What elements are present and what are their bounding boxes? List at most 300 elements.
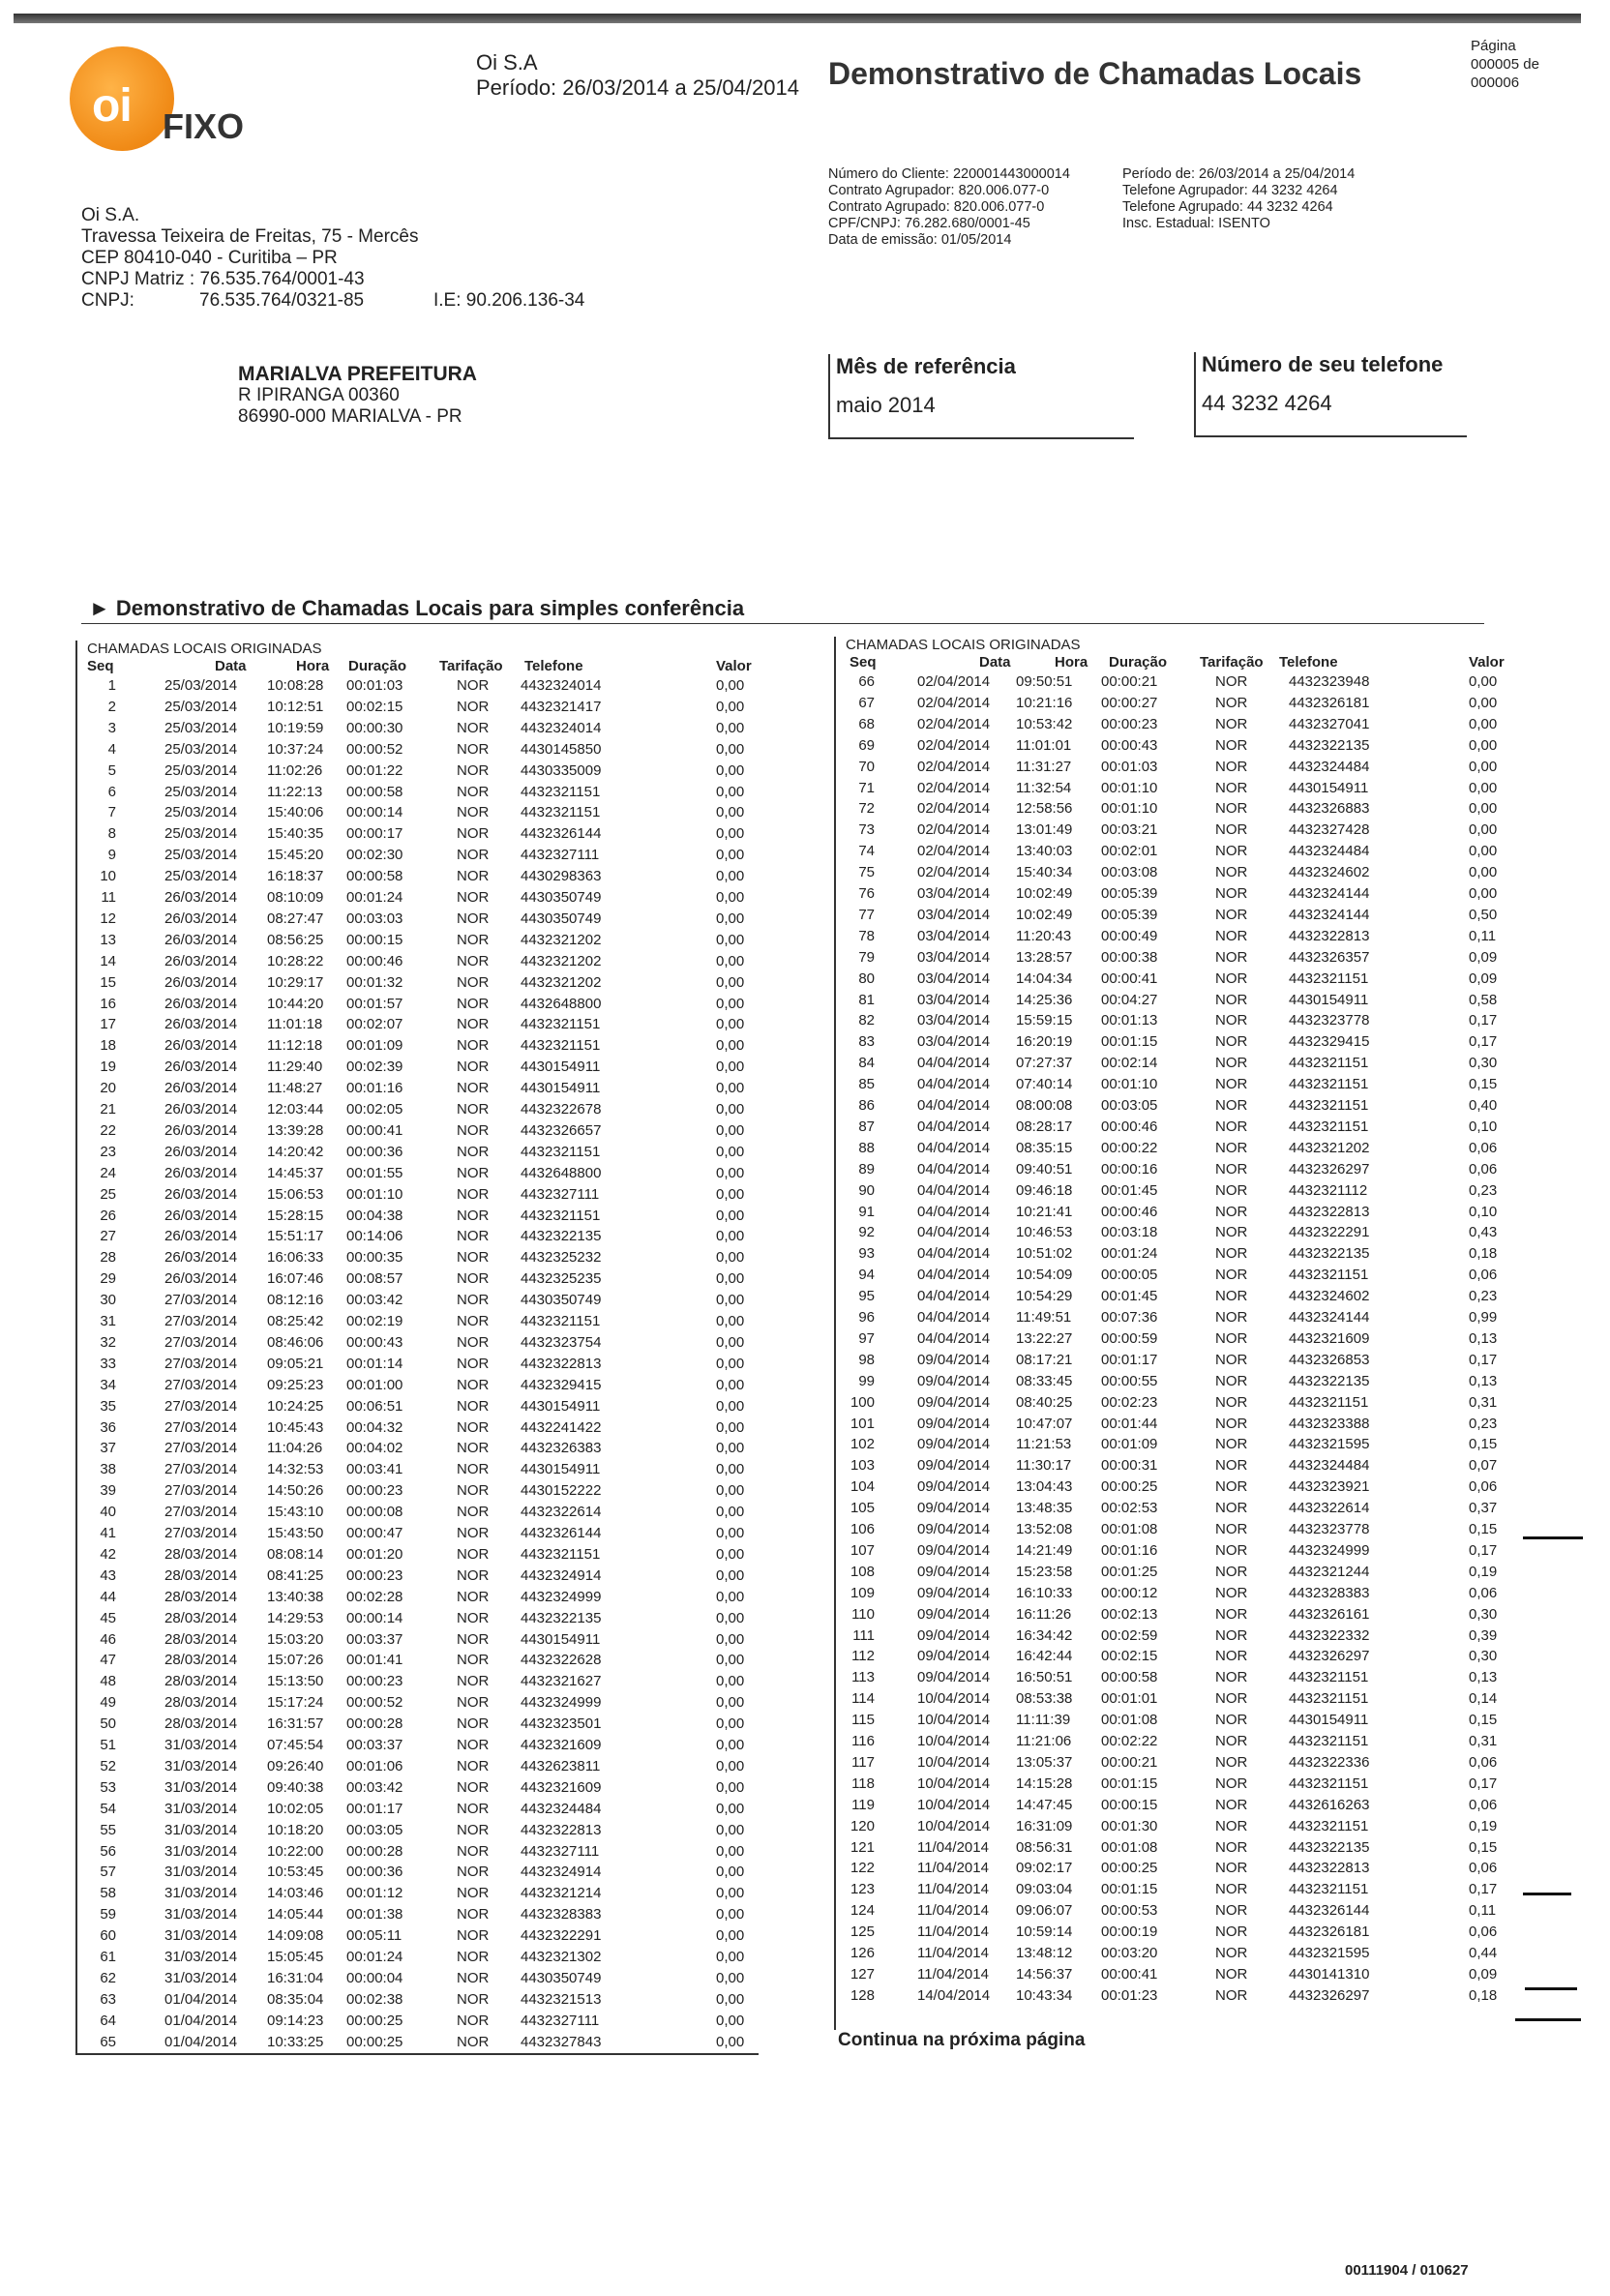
cell-valor: 0,00	[716, 1566, 745, 1584]
cell-data: 02/04/2014	[917, 736, 991, 754]
cell-seq: 31	[100, 1313, 116, 1329]
cell-duracao: 00:00:27	[1101, 694, 1158, 711]
cell-seq: 72	[858, 800, 875, 818]
cell-telefone: 4432648800	[521, 1164, 602, 1181]
cell-valor: 0,00	[716, 1397, 745, 1415]
cell-seq: 5	[107, 761, 116, 779]
cell-hora: 09:02:17	[1016, 1860, 1073, 1877]
cell-duracao: 00:00:41	[346, 1121, 403, 1139]
cell-data: 10/04/2014	[917, 1796, 991, 1813]
table-row	[77, 910, 759, 932]
cell-tarifacao: NOR	[1215, 1923, 1248, 1941]
cell-duracao: 00:01:17	[1101, 1351, 1158, 1368]
cell-data: 28/03/2014	[164, 1673, 238, 1690]
cell-duracao: 00:03:41	[346, 1461, 403, 1478]
cell-data: 14/04/2014	[917, 1986, 991, 2004]
cell-seq: 44	[100, 1588, 116, 1605]
cell-telefone: 4432325232	[521, 1249, 602, 1267]
cell-seq: 65	[100, 2033, 116, 2050]
cell-valor: 0,50	[1469, 906, 1498, 923]
cell-tarifacao: NOR	[1215, 843, 1248, 860]
cell-telefone: 4432324144	[1289, 885, 1370, 902]
cell-seq: 24	[100, 1164, 116, 1181]
table-row	[836, 1012, 1498, 1033]
cell-seq: 58	[100, 1885, 116, 1902]
table-row	[77, 762, 759, 784]
cell-hora: 12:03:44	[267, 1101, 324, 1118]
cell-duracao: 00:01:09	[346, 1037, 403, 1055]
table-row	[77, 1801, 759, 1822]
table-row	[836, 1457, 1498, 1478]
cell-hora: 11:31:27	[1016, 758, 1072, 775]
cell-hora: 08:27:47	[267, 909, 324, 927]
client-cpf-cnpj: CPF/CNPJ: 76.282.680/0001-45	[828, 216, 1030, 231]
cell-duracao: 00:01:44	[1101, 1415, 1158, 1432]
cell-valor: 0,30	[1469, 1605, 1498, 1623]
cell-duracao: 00:00:25	[1101, 1478, 1158, 1496]
client-number: Número do Cliente: 220001443000014	[828, 166, 1070, 182]
cell-data: 09/04/2014	[917, 1605, 991, 1623]
cell-hora: 14:21:49	[1016, 1541, 1073, 1559]
cell-seq: 108	[850, 1563, 875, 1580]
cell-data: 26/03/2014	[164, 1037, 238, 1055]
cell-valor: 0,00	[716, 1185, 745, 1203]
cell-tarifacao: NOR	[1215, 1986, 1248, 2004]
cell-duracao: 00:05:11	[346, 1927, 402, 1945]
table-row	[836, 1245, 1498, 1267]
cell-telefone: 4430141310	[1289, 1965, 1370, 1983]
cell-valor: 0,09	[1469, 948, 1498, 966]
cell-valor: 0,15	[1469, 1436, 1498, 1453]
cell-seq: 11	[101, 889, 116, 906]
recipient-name: MARIALVA PREFEITURA	[238, 363, 477, 385]
footer-code: 00111904 / 010627	[1345, 2262, 1469, 2279]
cell-duracao: 00:01:08	[1101, 1521, 1158, 1537]
cell-seq: 6	[107, 783, 116, 800]
cell-valor: 0,00	[716, 1376, 745, 1393]
table-row	[77, 1991, 759, 2013]
cell-hora: 11:30:17	[1016, 1457, 1072, 1475]
cell-hora: 16:31:57	[267, 1715, 324, 1733]
cell-tarifacao: NOR	[1215, 1203, 1248, 1220]
table-row	[77, 1673, 759, 1694]
cell-tarifacao: NOR	[457, 1757, 490, 1774]
cell-data: 26/03/2014	[164, 1270, 238, 1288]
cell-telefone: 4432324014	[521, 719, 602, 736]
cell-duracao: 00:02:28	[346, 1588, 403, 1605]
cell-data: 01/04/2014	[164, 2033, 238, 2050]
cell-hora: 10:46:53	[1016, 1224, 1073, 1241]
cell-data: 25/03/2014	[164, 719, 238, 736]
cell-duracao: 00:01:24	[1101, 1245, 1158, 1263]
table-row	[836, 1267, 1498, 1288]
cell-seq: 32	[100, 1333, 116, 1351]
cell-tarifacao: NOR	[457, 1292, 490, 1309]
cell-telefone: 4430154911	[1289, 779, 1369, 796]
cell-duracao: 00:00:41	[1101, 1965, 1158, 1983]
cell-seq: 52	[100, 1757, 116, 1774]
cell-seq: 105	[850, 1500, 875, 1517]
cell-tarifacao: NOR	[457, 825, 490, 843]
cell-duracao: 00:00:23	[346, 1673, 403, 1690]
cell-duracao: 00:04:38	[346, 1207, 403, 1224]
cell-duracao: 00:14:06	[346, 1228, 403, 1245]
cell-duracao: 00:01:01	[1101, 1690, 1158, 1708]
cell-valor: 0,00	[716, 1800, 745, 1817]
cell-telefone: 4430350749	[521, 909, 602, 927]
cell-data: 10/04/2014	[917, 1712, 991, 1729]
cell-duracao: 00:02:15	[346, 698, 403, 715]
table-row	[836, 906, 1498, 928]
cell-tarifacao: NOR	[457, 1313, 490, 1329]
cell-valor: 0,00	[1469, 885, 1498, 902]
cell-duracao: 00:01:14	[346, 1355, 403, 1372]
cell-duracao: 00:01:22	[346, 761, 403, 779]
cell-data: 10/04/2014	[917, 1753, 991, 1771]
table-row	[836, 1669, 1498, 1690]
cell-tarifacao: NOR	[1215, 1288, 1248, 1305]
table-row	[836, 1648, 1498, 1669]
cell-telefone: 4430154911	[521, 1080, 601, 1097]
cell-valor: 0,00	[1469, 694, 1498, 711]
page-label: Página	[1471, 38, 1516, 54]
cell-telefone: 4432326297	[1289, 1648, 1370, 1665]
table-row	[836, 1224, 1498, 1245]
cell-hora: 15:13:50	[267, 1673, 324, 1690]
cell-telefone: 4432324999	[521, 1694, 602, 1712]
table-row	[77, 1589, 759, 1610]
cell-valor: 0,31	[1469, 1393, 1498, 1411]
cell-seq: 90	[858, 1181, 875, 1199]
cell-duracao: 00:00:58	[1101, 1669, 1158, 1686]
cell-data: 10/04/2014	[917, 1733, 991, 1749]
cell-seq: 56	[100, 1842, 116, 1860]
cell-tarifacao: NOR	[457, 1016, 490, 1033]
cell-seq: 93	[858, 1245, 875, 1263]
table-row	[77, 932, 759, 953]
cell-valor: 0,00	[716, 1164, 745, 1181]
client-info	[828, 166, 1070, 249]
cell-tarifacao: NOR	[457, 1355, 490, 1372]
cell-hora: 10:12:51	[267, 698, 324, 715]
cell-telefone: 4432324914	[521, 1864, 602, 1881]
cell-hora: 14:20:42	[267, 1143, 324, 1160]
cell-tarifacao: NOR	[1215, 1712, 1248, 1729]
cell-data: 09/04/2014	[917, 1478, 991, 1496]
cell-duracao: 00:04:02	[346, 1440, 403, 1457]
cell-hora: 09:05:21	[267, 1355, 324, 1372]
cell-hora: 08:53:38	[1016, 1690, 1073, 1708]
cell-data: 03/04/2014	[917, 927, 991, 944]
cell-hora: 09:25:23	[267, 1376, 324, 1393]
cell-telefone: 4432327111	[521, 1185, 600, 1203]
cell-valor: 0,00	[716, 1037, 745, 1055]
cell-seq: 22	[100, 1121, 116, 1139]
continue-note: Continua na próxima página	[838, 2030, 1086, 2050]
cell-valor: 0,00	[1469, 673, 1498, 690]
cell-data: 25/03/2014	[164, 868, 238, 885]
cell-data: 28/03/2014	[164, 1630, 238, 1648]
cell-seq: 118	[851, 1774, 875, 1792]
cell-seq: 113	[851, 1669, 875, 1686]
cell-hora: 12:58:56	[1016, 800, 1073, 818]
cell-data: 04/04/2014	[917, 1329, 991, 1347]
cell-seq: 127	[850, 1965, 875, 1983]
cell-telefone: 4432321151	[521, 1037, 601, 1055]
cell-telefone: 4430154911	[521, 1461, 601, 1478]
cell-duracao: 00:00:38	[1101, 948, 1158, 966]
cell-telefone: 4432321151	[1289, 1076, 1369, 1093]
cell-duracao: 00:06:51	[346, 1397, 403, 1415]
cell-seq: 13	[100, 931, 116, 948]
cell-data: 31/03/2014	[164, 1969, 238, 1986]
cell-tarifacao: NOR	[457, 1228, 490, 1245]
cell-data: 04/04/2014	[917, 1139, 991, 1156]
cell-duracao: 00:00:43	[1101, 736, 1158, 754]
cell-valor: 0,43	[1469, 1224, 1498, 1241]
cell-data: 02/04/2014	[917, 864, 991, 881]
col-duracao: Duração	[348, 658, 407, 674]
cell-seq: 3	[107, 719, 116, 736]
cell-telefone: 4432322813	[1289, 927, 1370, 944]
cell-duracao: 00:01:10	[1101, 1076, 1158, 1093]
table-row	[836, 1055, 1498, 1076]
cell-tarifacao: NOR	[457, 889, 490, 906]
table-row	[77, 1758, 759, 1779]
cell-hora: 11:01:01	[1016, 736, 1072, 754]
cell-seq: 41	[100, 1525, 116, 1541]
cell-telefone: 4432323388	[1289, 1415, 1370, 1432]
cell-data: 10/04/2014	[917, 1774, 991, 1792]
cell-telefone: 4432321151	[1289, 1055, 1369, 1072]
cell-hora: 16:11:26	[1016, 1605, 1072, 1623]
cell-seq: 87	[858, 1118, 875, 1135]
col-data-right: Data	[979, 654, 1011, 671]
cell-data: 28/03/2014	[164, 1609, 238, 1626]
cell-hora: 08:41:25	[267, 1566, 324, 1584]
cell-hora: 10:02:49	[1016, 906, 1073, 923]
cell-duracao: 00:00:46	[1101, 1118, 1158, 1135]
cell-valor: 0,58	[1469, 991, 1498, 1008]
cell-duracao: 00:00:05	[1101, 1267, 1158, 1284]
cell-data: 26/03/2014	[164, 931, 238, 948]
cell-data: 03/04/2014	[917, 948, 991, 966]
cell-valor: 0,00	[716, 1990, 745, 2008]
cell-hora: 15:23:58	[1016, 1563, 1073, 1580]
table-row	[836, 864, 1498, 885]
cell-valor: 0,00	[716, 995, 745, 1012]
table-row	[77, 1864, 759, 1885]
cell-hora: 09:40:38	[267, 1778, 324, 1796]
cell-seq: 104	[850, 1478, 875, 1496]
cell-duracao: 00:00:31	[1101, 1457, 1158, 1475]
cell-telefone: 4432323754	[521, 1333, 602, 1351]
cell-data: 28/03/2014	[164, 1588, 238, 1605]
cell-duracao: 00:00:25	[346, 2033, 403, 2050]
cell-seq: 124	[850, 1902, 875, 1920]
cell-data: 09/04/2014	[917, 1415, 991, 1432]
cell-tarifacao: NOR	[457, 1694, 490, 1712]
col-valor: Valor	[716, 658, 752, 674]
cell-valor: 0,17	[1469, 1012, 1498, 1029]
cell-valor: 0,00	[716, 1292, 745, 1309]
cell-tarifacao: NOR	[457, 909, 490, 927]
cell-telefone: 4432324484	[521, 1800, 602, 1817]
cell-data: 11/04/2014	[917, 1881, 989, 1898]
cell-seq: 85	[858, 1076, 875, 1093]
cell-tarifacao: NOR	[1215, 1033, 1248, 1051]
cell-seq: 45	[100, 1609, 116, 1626]
issuer-address	[81, 205, 585, 312]
cell-telefone: 4432326383	[521, 1440, 602, 1457]
cell-data: 27/03/2014	[164, 1355, 238, 1372]
header-company: Oi S.A	[476, 50, 538, 75]
cell-seq: 91	[858, 1203, 875, 1220]
cell-telefone: 4432323778	[1289, 1012, 1370, 1029]
cell-valor: 0,06	[1469, 1267, 1498, 1284]
cell-data: 04/04/2014	[917, 1245, 991, 1263]
cell-tarifacao: NOR	[1215, 673, 1248, 690]
cell-telefone: 4430152222	[521, 1482, 602, 1500]
cell-hora: 16:42:44	[1016, 1648, 1073, 1665]
cell-valor: 0,00	[716, 1545, 745, 1563]
cell-tarifacao: NOR	[457, 2033, 490, 2050]
cell-tarifacao: NOR	[1215, 694, 1248, 711]
billing-period: Período de: 26/03/2014 a 25/04/2014	[1122, 166, 1356, 182]
cell-data: 27/03/2014	[164, 1292, 238, 1309]
cell-valor: 0,00	[716, 952, 745, 969]
cell-hora: 10:51:02	[1016, 1245, 1073, 1263]
cell-hora: 16:06:33	[267, 1249, 324, 1267]
cell-seq: 12	[100, 909, 116, 927]
cell-duracao: 00:03:37	[346, 1737, 403, 1753]
table-row	[836, 758, 1498, 780]
cell-duracao: 00:02:01	[1101, 843, 1158, 860]
cell-seq: 68	[858, 715, 875, 732]
table-row	[836, 1478, 1498, 1500]
cell-seq: 10	[100, 868, 116, 885]
cell-tarifacao: NOR	[457, 1207, 490, 1224]
cell-seq: 17	[100, 1016, 116, 1033]
table-row	[77, 2013, 759, 2034]
col-tarifacao-right: Tarifação	[1200, 654, 1264, 671]
cell-seq: 75	[858, 864, 875, 881]
cell-seq: 42	[100, 1545, 116, 1563]
cell-duracao: 00:01:45	[1101, 1181, 1158, 1199]
cell-duracao: 00:02:07	[346, 1016, 403, 1033]
cell-seq: 110	[851, 1605, 875, 1623]
cell-hora: 10:28:22	[267, 952, 324, 969]
table-row	[77, 1228, 759, 1249]
cell-hora: 13:48:12	[1016, 1945, 1073, 1961]
cell-telefone: 4432322813	[1289, 1860, 1370, 1877]
cell-seq: 86	[858, 1097, 875, 1114]
table-row	[77, 1101, 759, 1122]
cell-hora: 15:59:15	[1016, 1012, 1073, 1029]
cell-telefone: 4432321151	[1289, 1097, 1369, 1114]
col-seq-right: Seq	[850, 654, 877, 671]
cell-tarifacao: NOR	[1215, 969, 1248, 987]
recipient-address	[238, 364, 477, 428]
cell-data: 27/03/2014	[164, 1313, 238, 1329]
table-row	[77, 1313, 759, 1334]
cell-duracao: 00:08:57	[346, 1270, 403, 1288]
cell-seq: 92	[858, 1224, 875, 1241]
cell-tarifacao: NOR	[457, 1397, 490, 1415]
cell-tarifacao: NOR	[1215, 1393, 1248, 1411]
cell-seq: 34	[100, 1376, 116, 1393]
cell-valor: 0,06	[1469, 1796, 1498, 1813]
table-caption: CHAMADAS LOCAIS ORIGINADAS	[87, 641, 322, 657]
cell-tarifacao: NOR	[457, 1249, 490, 1267]
cell-seq: 28	[100, 1249, 116, 1267]
cell-telefone: 4432322135	[1289, 1838, 1370, 1856]
cell-data: 10/04/2014	[917, 1817, 991, 1834]
cell-hora: 07:45:54	[267, 1737, 324, 1753]
cell-telefone: 4432321244	[1289, 1563, 1370, 1580]
cell-seq: 15	[100, 973, 116, 991]
cell-seq: 95	[858, 1288, 875, 1305]
calls-table-left	[75, 641, 759, 2055]
cell-duracao: 00:00:46	[1101, 1203, 1158, 1220]
cell-duracao: 00:07:36	[1101, 1309, 1158, 1326]
col-valor-right: Valor	[1469, 654, 1505, 671]
cell-valor: 0,15	[1469, 1076, 1498, 1093]
cell-tarifacao: NOR	[457, 1566, 490, 1584]
cell-valor: 0,15	[1469, 1712, 1498, 1729]
cell-hora: 15:43:50	[267, 1525, 324, 1541]
table-row	[836, 927, 1497, 949]
cell-tarifacao: NOR	[1215, 800, 1248, 818]
cell-seq: 120	[850, 1817, 875, 1834]
state-registration: Insc. Estadual: ISENTO	[1122, 216, 1270, 231]
cell-duracao: 00:01:09	[1101, 1436, 1158, 1453]
issue-date: Data de emissão: 01/05/2014	[828, 232, 1012, 248]
cell-valor: 0,00	[716, 1609, 745, 1626]
contract-agrupado: Contrato Agrupado: 820.006.077-0	[828, 199, 1045, 215]
cell-seq: 18	[100, 1037, 116, 1055]
cell-data: 25/03/2014	[164, 825, 238, 843]
cell-valor: 0,00	[716, 1080, 745, 1097]
cell-seq: 98	[858, 1351, 875, 1368]
table-row	[77, 1144, 759, 1165]
cell-hora: 08:35:15	[1016, 1139, 1073, 1156]
cell-seq: 128	[850, 1986, 875, 2004]
cell-seq: 117	[851, 1753, 875, 1771]
cell-seq: 66	[858, 673, 875, 690]
cell-telefone: 4430350749	[521, 1292, 602, 1309]
cell-hora: 10:54:29	[1016, 1288, 1073, 1305]
cell-duracao: 00:03:05	[346, 1821, 403, 1838]
cell-valor: 0,00	[716, 1333, 745, 1351]
cell-seq: 84	[858, 1055, 875, 1072]
section-divider	[81, 623, 1484, 624]
cell-duracao: 00:02:22	[1101, 1733, 1158, 1749]
cell-telefone: 4432322813	[521, 1355, 602, 1372]
cell-seq: 59	[100, 1906, 116, 1923]
cell-valor: 0,99	[1469, 1309, 1498, 1326]
cell-telefone: 4432327111	[521, 1842, 600, 1860]
cell-seq: 125	[850, 1923, 875, 1941]
table-row	[77, 889, 759, 910]
table-row	[836, 1393, 1498, 1416]
cell-telefone: 4430335009	[521, 761, 602, 779]
cell-duracao: 00:00:21	[1101, 1753, 1158, 1771]
cell-telefone: 4432321151	[521, 1313, 601, 1329]
cell-hora: 11:01:18	[267, 1016, 323, 1033]
cell-tarifacao: NOR	[457, 1737, 490, 1753]
cell-data: 11/04/2014	[917, 1965, 989, 1983]
